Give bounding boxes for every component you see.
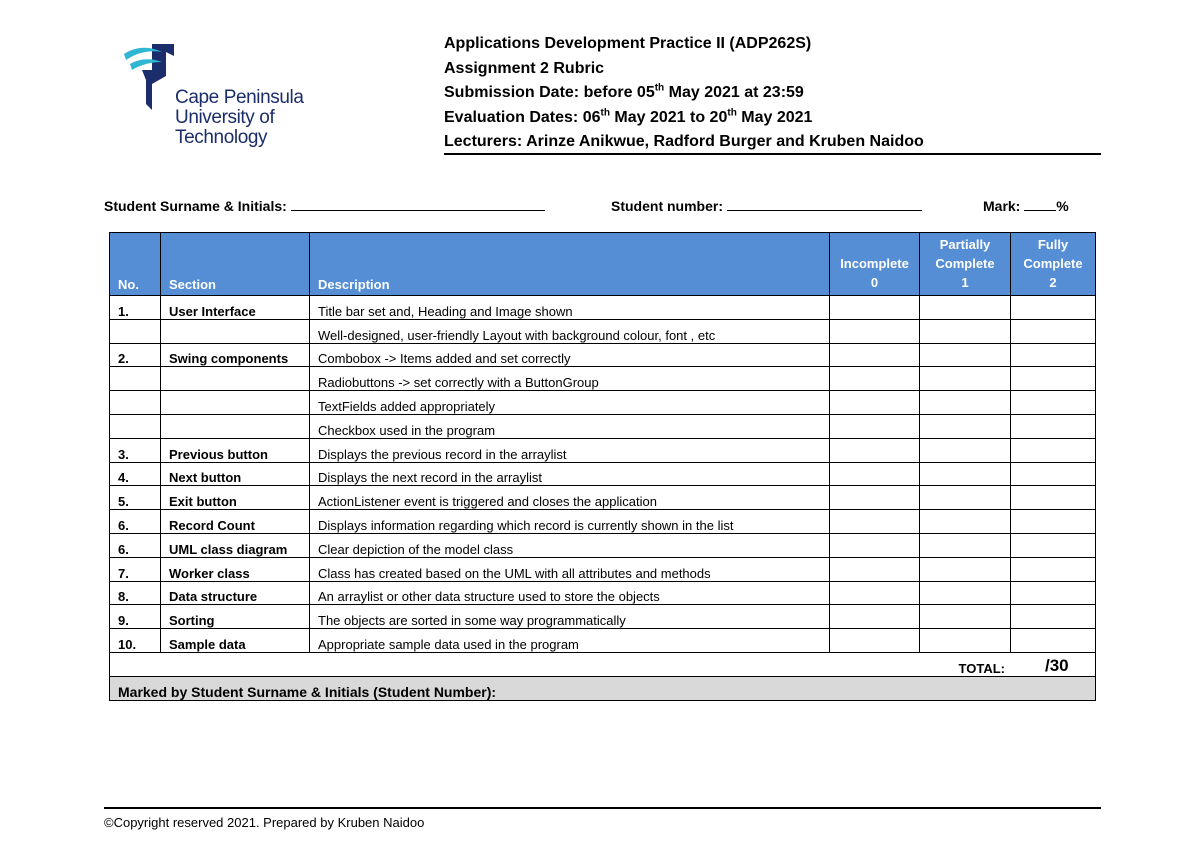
total-cell	[110, 652, 1096, 676]
row-description: Appropriate sample data used in the program	[310, 629, 830, 653]
row-description: Displays the previous record in the arraylist	[310, 438, 830, 462]
fully-label-2: Complete	[1023, 256, 1083, 271]
score-partial-cell[interactable]	[920, 414, 1011, 438]
score-incomplete-cell[interactable]	[830, 486, 920, 510]
score-incomplete-cell[interactable]	[830, 391, 920, 415]
row-number: 3.	[110, 438, 161, 462]
row-section	[161, 414, 310, 438]
row-description: An arraylist or other data structure used to store the objects	[310, 581, 830, 605]
fully-score: 2	[1049, 275, 1057, 290]
score-full-cell[interactable]	[1011, 629, 1096, 653]
row-number: 5.	[110, 486, 161, 510]
student-surname-field	[104, 196, 545, 214]
score-partial-cell[interactable]	[920, 510, 1011, 534]
score-full-cell[interactable]	[1011, 533, 1096, 557]
partially-score: 1	[961, 275, 969, 290]
evaluation-dates	[444, 106, 924, 131]
header-partially-complete	[920, 233, 1011, 296]
evaluation-middle: May 2021 to 20	[609, 108, 728, 126]
row-number: 4.	[110, 462, 161, 486]
score-partial-cell[interactable]	[920, 367, 1011, 391]
header-incomplete	[830, 233, 920, 296]
marked-by-row	[110, 676, 1096, 700]
score-full-cell[interactable]	[1011, 391, 1096, 415]
rubric-row	[110, 343, 1096, 367]
logo-text	[175, 88, 332, 148]
score-partial-cell[interactable]	[920, 557, 1011, 581]
score-incomplete-cell[interactable]	[830, 557, 920, 581]
footer-rule	[104, 807, 1101, 809]
score-partial-cell[interactable]	[920, 296, 1011, 320]
score-full-cell[interactable]	[1011, 605, 1096, 629]
rubric-row	[110, 629, 1096, 653]
rubric-row	[110, 296, 1096, 320]
row-section: UML class diagram	[161, 533, 310, 557]
score-incomplete-cell[interactable]	[830, 343, 920, 367]
partially-label-2: Complete	[935, 256, 995, 271]
logo-line-2: University of Technology	[175, 107, 275, 148]
submission-sup: th	[654, 82, 665, 94]
submission-date	[444, 81, 924, 106]
total-value: /30	[1045, 655, 1069, 675]
incomplete-score: 0	[870, 275, 879, 290]
evaluation-prefix: Evaluation Dates: 06	[444, 108, 601, 126]
rubric-row	[110, 533, 1096, 557]
score-full-cell[interactable]	[1011, 557, 1096, 581]
score-partial-cell[interactable]	[920, 319, 1011, 343]
row-number: 8.	[110, 581, 161, 605]
row-number	[110, 391, 161, 415]
row-number: 6.	[110, 510, 161, 534]
score-incomplete-cell[interactable]	[830, 319, 920, 343]
row-description: Radiobuttons -> set correctly with a ButtonGroup	[310, 367, 830, 391]
row-section: Sample data	[161, 629, 310, 653]
score-partial-cell[interactable]	[920, 462, 1011, 486]
row-section: Swing components	[161, 343, 310, 367]
header-description: Description	[310, 233, 830, 296]
row-section	[161, 319, 310, 343]
score-partial-cell[interactable]	[920, 629, 1011, 653]
row-description: Displays the next record in the arraylist	[310, 462, 830, 486]
rubric-row	[110, 462, 1096, 486]
mark-suffix: %	[1056, 198, 1069, 214]
score-full-cell[interactable]	[1011, 510, 1096, 534]
score-partial-cell[interactable]	[920, 343, 1011, 367]
document-header	[444, 32, 924, 155]
score-full-cell[interactable]	[1011, 438, 1096, 462]
score-full-cell[interactable]	[1011, 343, 1096, 367]
row-description: Displays information regarding which record is currently shown in the list	[310, 510, 830, 534]
score-full-cell[interactable]	[1011, 581, 1096, 605]
score-full-cell[interactable]	[1011, 414, 1096, 438]
row-number: 7.	[110, 557, 161, 581]
row-number: 6.	[110, 533, 161, 557]
row-section	[161, 367, 310, 391]
header-section: Section	[161, 233, 310, 296]
submission-prefix: Submission Date: before 05	[444, 84, 655, 101]
score-incomplete-cell[interactable]	[830, 462, 920, 486]
rubric-row	[110, 581, 1096, 605]
score-partial-cell[interactable]	[920, 486, 1011, 510]
row-description: Class has created based on the UML with all attributes and methods	[310, 557, 830, 581]
rubric-header-row	[110, 233, 1096, 296]
row-description: Checkbox used in the program	[310, 414, 830, 438]
row-number: 1.	[110, 296, 161, 320]
row-section: Data structure	[161, 581, 310, 605]
row-section: Sorting	[161, 605, 310, 629]
score-partial-cell[interactable]	[920, 581, 1011, 605]
header-rule	[444, 153, 1101, 155]
score-full-cell[interactable]	[1011, 486, 1096, 510]
score-full-cell[interactable]	[1011, 319, 1096, 343]
university-logo	[122, 40, 332, 148]
student-number-label: Student number:	[611, 198, 723, 214]
score-full-cell[interactable]	[1011, 367, 1096, 391]
score-incomplete-cell[interactable]	[830, 414, 920, 438]
row-section: User Interface	[161, 296, 310, 320]
score-incomplete-cell[interactable]	[830, 533, 920, 557]
row-section: Worker class	[161, 557, 310, 581]
score-partial-cell[interactable]	[920, 533, 1011, 557]
fully-label-1: Fully	[1037, 237, 1069, 252]
mark-label: Mark:	[983, 198, 1021, 214]
score-incomplete-cell[interactable]	[830, 629, 920, 653]
score-incomplete-cell[interactable]	[830, 367, 920, 391]
score-full-cell[interactable]	[1011, 462, 1096, 486]
row-section: Previous button	[161, 438, 310, 462]
student-number-blank[interactable]	[727, 196, 922, 211]
header-no: No.	[110, 233, 161, 296]
rubric-row	[110, 391, 1096, 415]
row-description: Title bar set and, Heading and Image shown	[310, 296, 830, 320]
score-incomplete-cell[interactable]	[830, 581, 920, 605]
header-fully-complete	[1011, 233, 1096, 296]
total-row	[110, 652, 1096, 676]
rubric-row	[110, 367, 1096, 391]
marked-by-cell[interactable]: Marked by Student Surname & Initials (Student Number):	[110, 676, 1096, 700]
course-title: Applications Development Practice II (ADP262S)	[444, 35, 812, 52]
row-number	[110, 414, 161, 438]
score-incomplete-cell[interactable]	[830, 296, 920, 320]
copyright-footer: ©Copyright reserved 2021. Prepared by Kruben Naidoo	[104, 815, 425, 830]
row-description: ActionListener event is triggered and closes the application	[310, 486, 830, 510]
rubric-row	[110, 438, 1096, 462]
evaluation-sup-2: th	[727, 107, 737, 119]
total-label: TOTAL:	[958, 660, 1005, 676]
rubric-table	[109, 232, 1096, 701]
row-description: Well-designed, user-friendly Layout with background colour, font , etc	[310, 319, 830, 343]
row-section	[161, 391, 310, 415]
rubric-row	[110, 557, 1096, 581]
mark-blank[interactable]	[1024, 196, 1056, 211]
row-section: Exit button	[161, 486, 310, 510]
partially-label-1: Partially	[939, 237, 991, 252]
row-description: The objects are sorted in some way programmatically	[310, 605, 830, 629]
score-incomplete-cell[interactable]	[830, 605, 920, 629]
row-section: Next button	[161, 462, 310, 486]
logo-emblem-icon	[122, 40, 182, 115]
row-number: 10.	[110, 629, 161, 653]
score-full-cell[interactable]	[1011, 296, 1096, 320]
row-number	[110, 319, 161, 343]
submission-suffix: May 2021 at 23:59	[664, 84, 804, 101]
row-description: TextFields added appropriately	[310, 391, 830, 415]
rubric-row	[110, 319, 1096, 343]
mark-field	[983, 196, 1069, 214]
score-incomplete-cell[interactable]	[830, 510, 920, 534]
rubric-row	[110, 510, 1096, 534]
evaluation-sup-1: th	[600, 107, 610, 119]
rubric-row	[110, 605, 1096, 629]
rubric-row	[110, 486, 1096, 510]
student-number-field	[611, 196, 922, 214]
evaluation-suffix: May 2021	[736, 108, 813, 126]
rubric-body	[110, 296, 1096, 653]
row-number: 2.	[110, 343, 161, 367]
row-description: Combobox -> Items added and set correctly	[310, 343, 830, 367]
score-partial-cell[interactable]	[920, 438, 1011, 462]
row-number: 9.	[110, 605, 161, 629]
student-surname-label: Student Surname & Initials:	[104, 198, 287, 214]
student-surname-blank[interactable]	[291, 196, 545, 211]
row-number	[110, 367, 161, 391]
lecturers: Lecturers: Arinze Anikwue, Radford Burger and Kruben Naidoo	[444, 133, 924, 150]
score-partial-cell[interactable]	[920, 391, 1011, 415]
incomplete-label: Incomplete	[840, 256, 909, 271]
logo-line-1: Cape Peninsula	[175, 87, 304, 108]
rubric-row	[110, 414, 1096, 438]
score-incomplete-cell[interactable]	[830, 438, 920, 462]
assignment-title: Assignment 2 Rubric	[444, 59, 605, 77]
row-description: Clear depiction of the model class	[310, 533, 830, 557]
score-partial-cell[interactable]	[920, 605, 1011, 629]
row-section: Record Count	[161, 510, 310, 534]
